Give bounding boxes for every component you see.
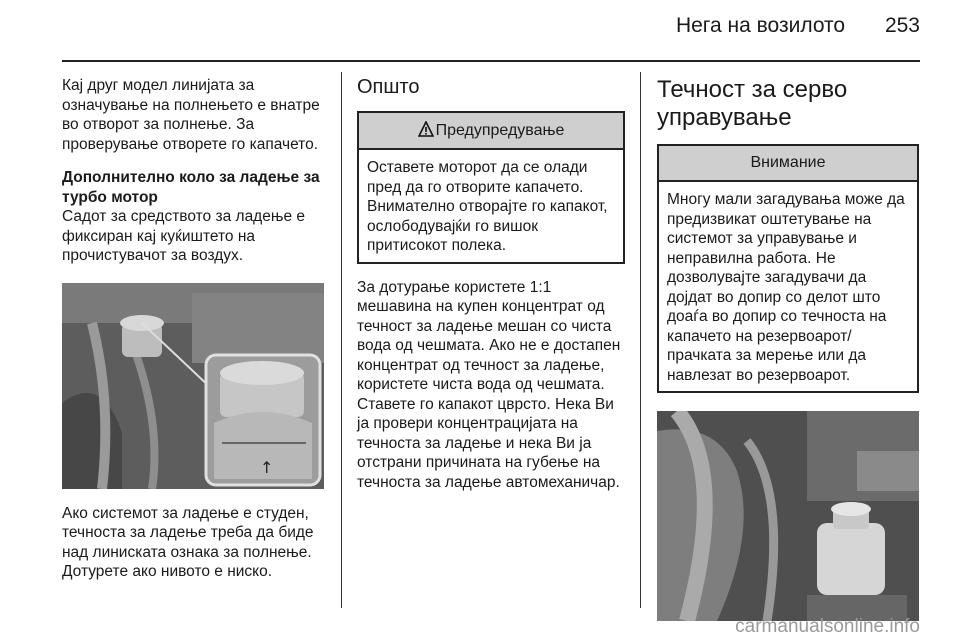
column-1 <box>62 76 326 582</box>
warning-text: Оставете моторот да се олади пред да го отворите капачето. Внимателно отворајте го капакот, ослободувајќи го вишок притисокот полека. <box>367 159 608 254</box>
section-title: Нега на возилото <box>675 14 846 37</box>
turbo-circuit-heading: Дополнително коло за ладење за турбо мотор <box>62 169 320 206</box>
warning-triangle-icon <box>418 121 434 137</box>
page-number: 253 <box>884 14 920 37</box>
header-rule <box>62 60 920 62</box>
cold-system-paragraph: Ако системот за ладење е студен, течноста за ладење треба да биде над линиската ознака за полнење. Дотурете ако нивото е ниско. <box>62 504 314 580</box>
reservoir-paragraph: Садот за средството за ладење е фиксиран кај куќиштето на прочистувачот за воздух. <box>62 208 305 264</box>
column-2 <box>357 76 625 492</box>
coolant-reservoir-photo <box>62 283 324 489</box>
page-header <box>676 14 920 38</box>
notice-header <box>659 146 917 182</box>
column-3 <box>657 76 919 621</box>
coolant-mix-paragraph: За дотурање користете 1:1 мешавина на купен концентрат од течност за ладење мешан со чиста вода од чешмата. Ако не е достапен концентрат од течност за ладење, користете чиста вода од чешмата. Ставете го капакот цврсто. Нека Ви ја провери концентрацијата на течноста за ладење и нека Ви ја отстрани причината на губење на течноста за ладење автомеханичар. <box>357 278 621 491</box>
column-divider-2 <box>640 72 641 608</box>
column-divider-1 <box>341 72 342 608</box>
warning-title: Предупредување <box>435 122 565 139</box>
watermark: carmanualsonline.info <box>735 616 920 637</box>
general-heading: Општо <box>357 76 420 98</box>
warning-box <box>357 111 625 264</box>
power-steering-heading: Течност за серво управување <box>657 76 848 131</box>
intro-paragraph: Кај друг модел линијата за означување на полнењето е внатре во отворот за полнење. За проверување отворете го капачето. <box>62 77 320 153</box>
notice-text: Многу мали загадувања може да предизвикат оштетување на системот за управување и неправилна работа. Не дозволувајте загадувачи да дојдат во допир со делот што доаѓа во допир со течноста на капачето на резервоарот/прачката за мерење или да навлезат во резервоарот. <box>667 191 905 384</box>
notice-box <box>657 144 919 393</box>
notice-title: Внимание <box>750 154 826 171</box>
warning-header <box>359 113 623 150</box>
power-steering-reservoir-photo <box>657 411 919 621</box>
svg-text:↑: ↑ <box>260 457 274 477</box>
